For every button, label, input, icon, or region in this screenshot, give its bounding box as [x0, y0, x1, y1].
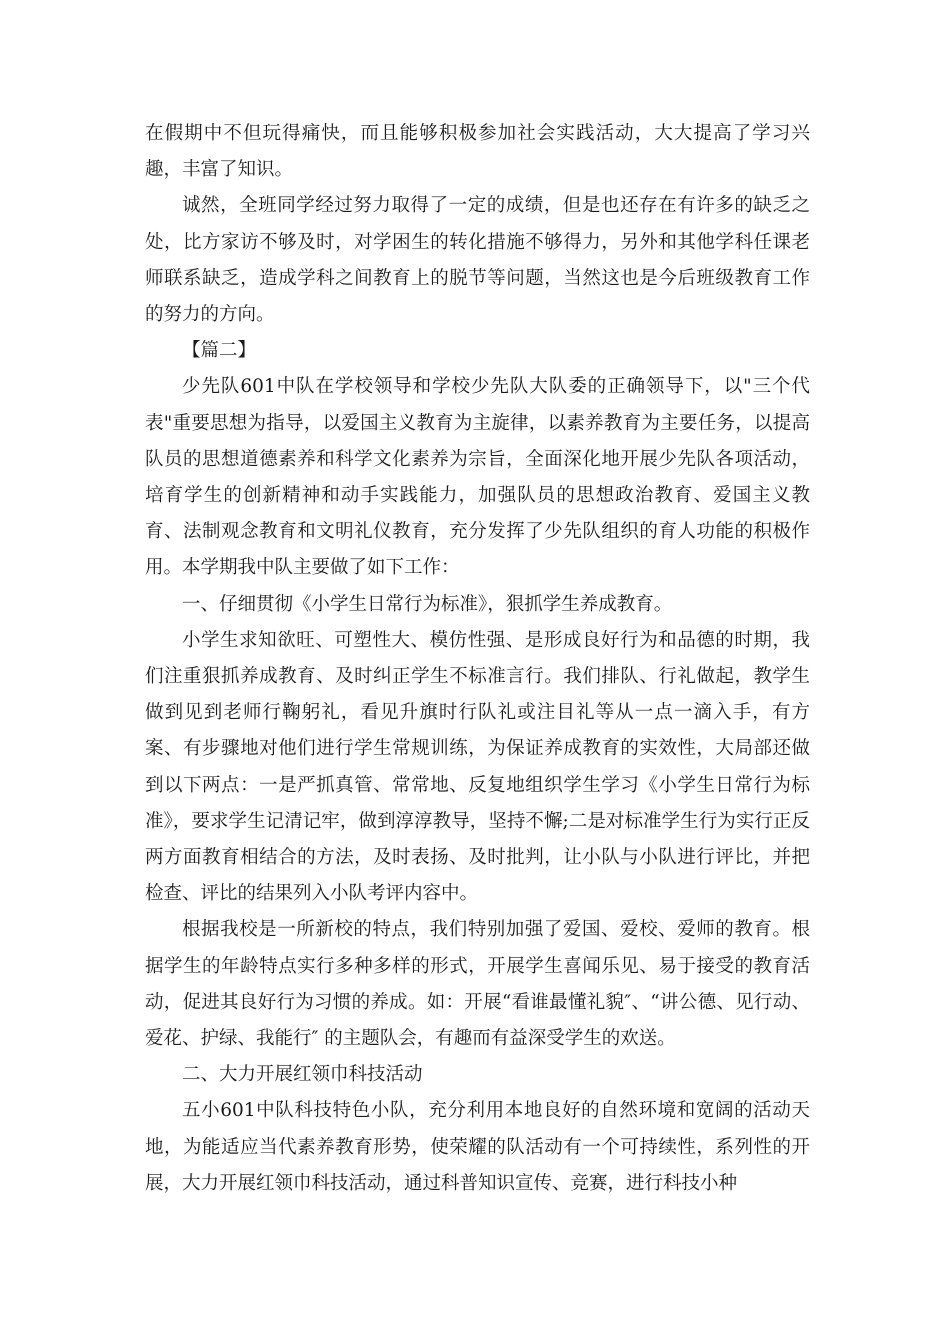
document-body — [145, 116, 810, 1202]
paragraph-4: 小学生求知欲旺、可塑性大、模仿性强、是形成良好行为和品德的时期，我们注重狠抓养成教育、及时纠正学生不标准言行。我们排队、行礼做起，教学生做到见到老师行鞠躬礼，看见升旗时行队礼或注目礼等从一点一滴入手，有方案、有步骤地对他们进行学生常规训练，为保证养成教育的实效性，大局部还做到以下两点：一是严抓真管、常常地、反复地组织学生学习《小学生日常行为标准》，要求学生记清记牢，做到淳淳教导，坚持不懈;二是对标准学生行为实行正反两方面教育相结合的方法，及时表扬、及时批判，让小队与小队进行评比，并把检查、评比的结果列入小队考评内容中。 — [145, 629, 810, 905]
paragraph-3: 少先队601中队在学校领导和学校少先队大队委的正确领导下，以"三个代表"重要思想为指导，以爱国主义教育为主旋律，以素养教育为主要任务，以提高队员的思想道德素养和科学文化素养为宗旨，全面深化地开展少先队各项活动，培育学生的创新精神和动手实践能力，加强队员的思想政治教育、爱国主义教育、法制观念教育和文明礼仪教育，充分发挥了少先队组织的育人功能的积极作用。本学期我中队主要做了如下工作： — [145, 376, 810, 579]
paragraph-2: 诚然，全班同学经过努力取得了一定的成绩，但是也还存在有许多的缺乏之处，比方家访不够及时，对学困生的转化措施不够得力，另外和其他学科任课老师联系缺乏，造成学科之间教育上的脱节等问题，当然这也是今后班级教育工作的努力的方向。 — [145, 195, 810, 326]
paragraph-1: 在假期中不但玩得痛快，而且能够积极参加社会实践活动，大大提高了学习兴趣，丰富了知识。 — [145, 123, 810, 181]
paragraph-6: 五小601中队科技特色小队，充分利用本地良好的自然环境和宽阔的活动天地，为能适应当代素养教育形势，使荣耀的队活动有一个可持续性，系列性的开展，大力开展红领巾科技活动，通过科普知识宣传、竞赛，进行科技小种 — [145, 1100, 810, 1194]
section-heading-two: 二、大力开展红领巾科技活动 — [182, 1064, 423, 1086]
paragraph-5: 根据我校是一所新校的特点，我们特别加强了爱国、爱校、爱师的教育。根据学生的年龄特点实行多种多样的形式，开展学生喜闻乐见、易于接受的教育活动，促进其良好行为习惯的养成。如：开展“看谁最懂礼貌″、“讲公德、见行动、爱花、护绿、我能行″ 的主题队会，有趣而有益深受学生的欢送。 — [145, 919, 810, 1050]
section-heading-part-two: 【篇二】 — [182, 340, 257, 362]
section-heading-one: 一、仔细贯彻《小学生日常行为标准》，狠抓学生养成教育。 — [182, 593, 673, 615]
